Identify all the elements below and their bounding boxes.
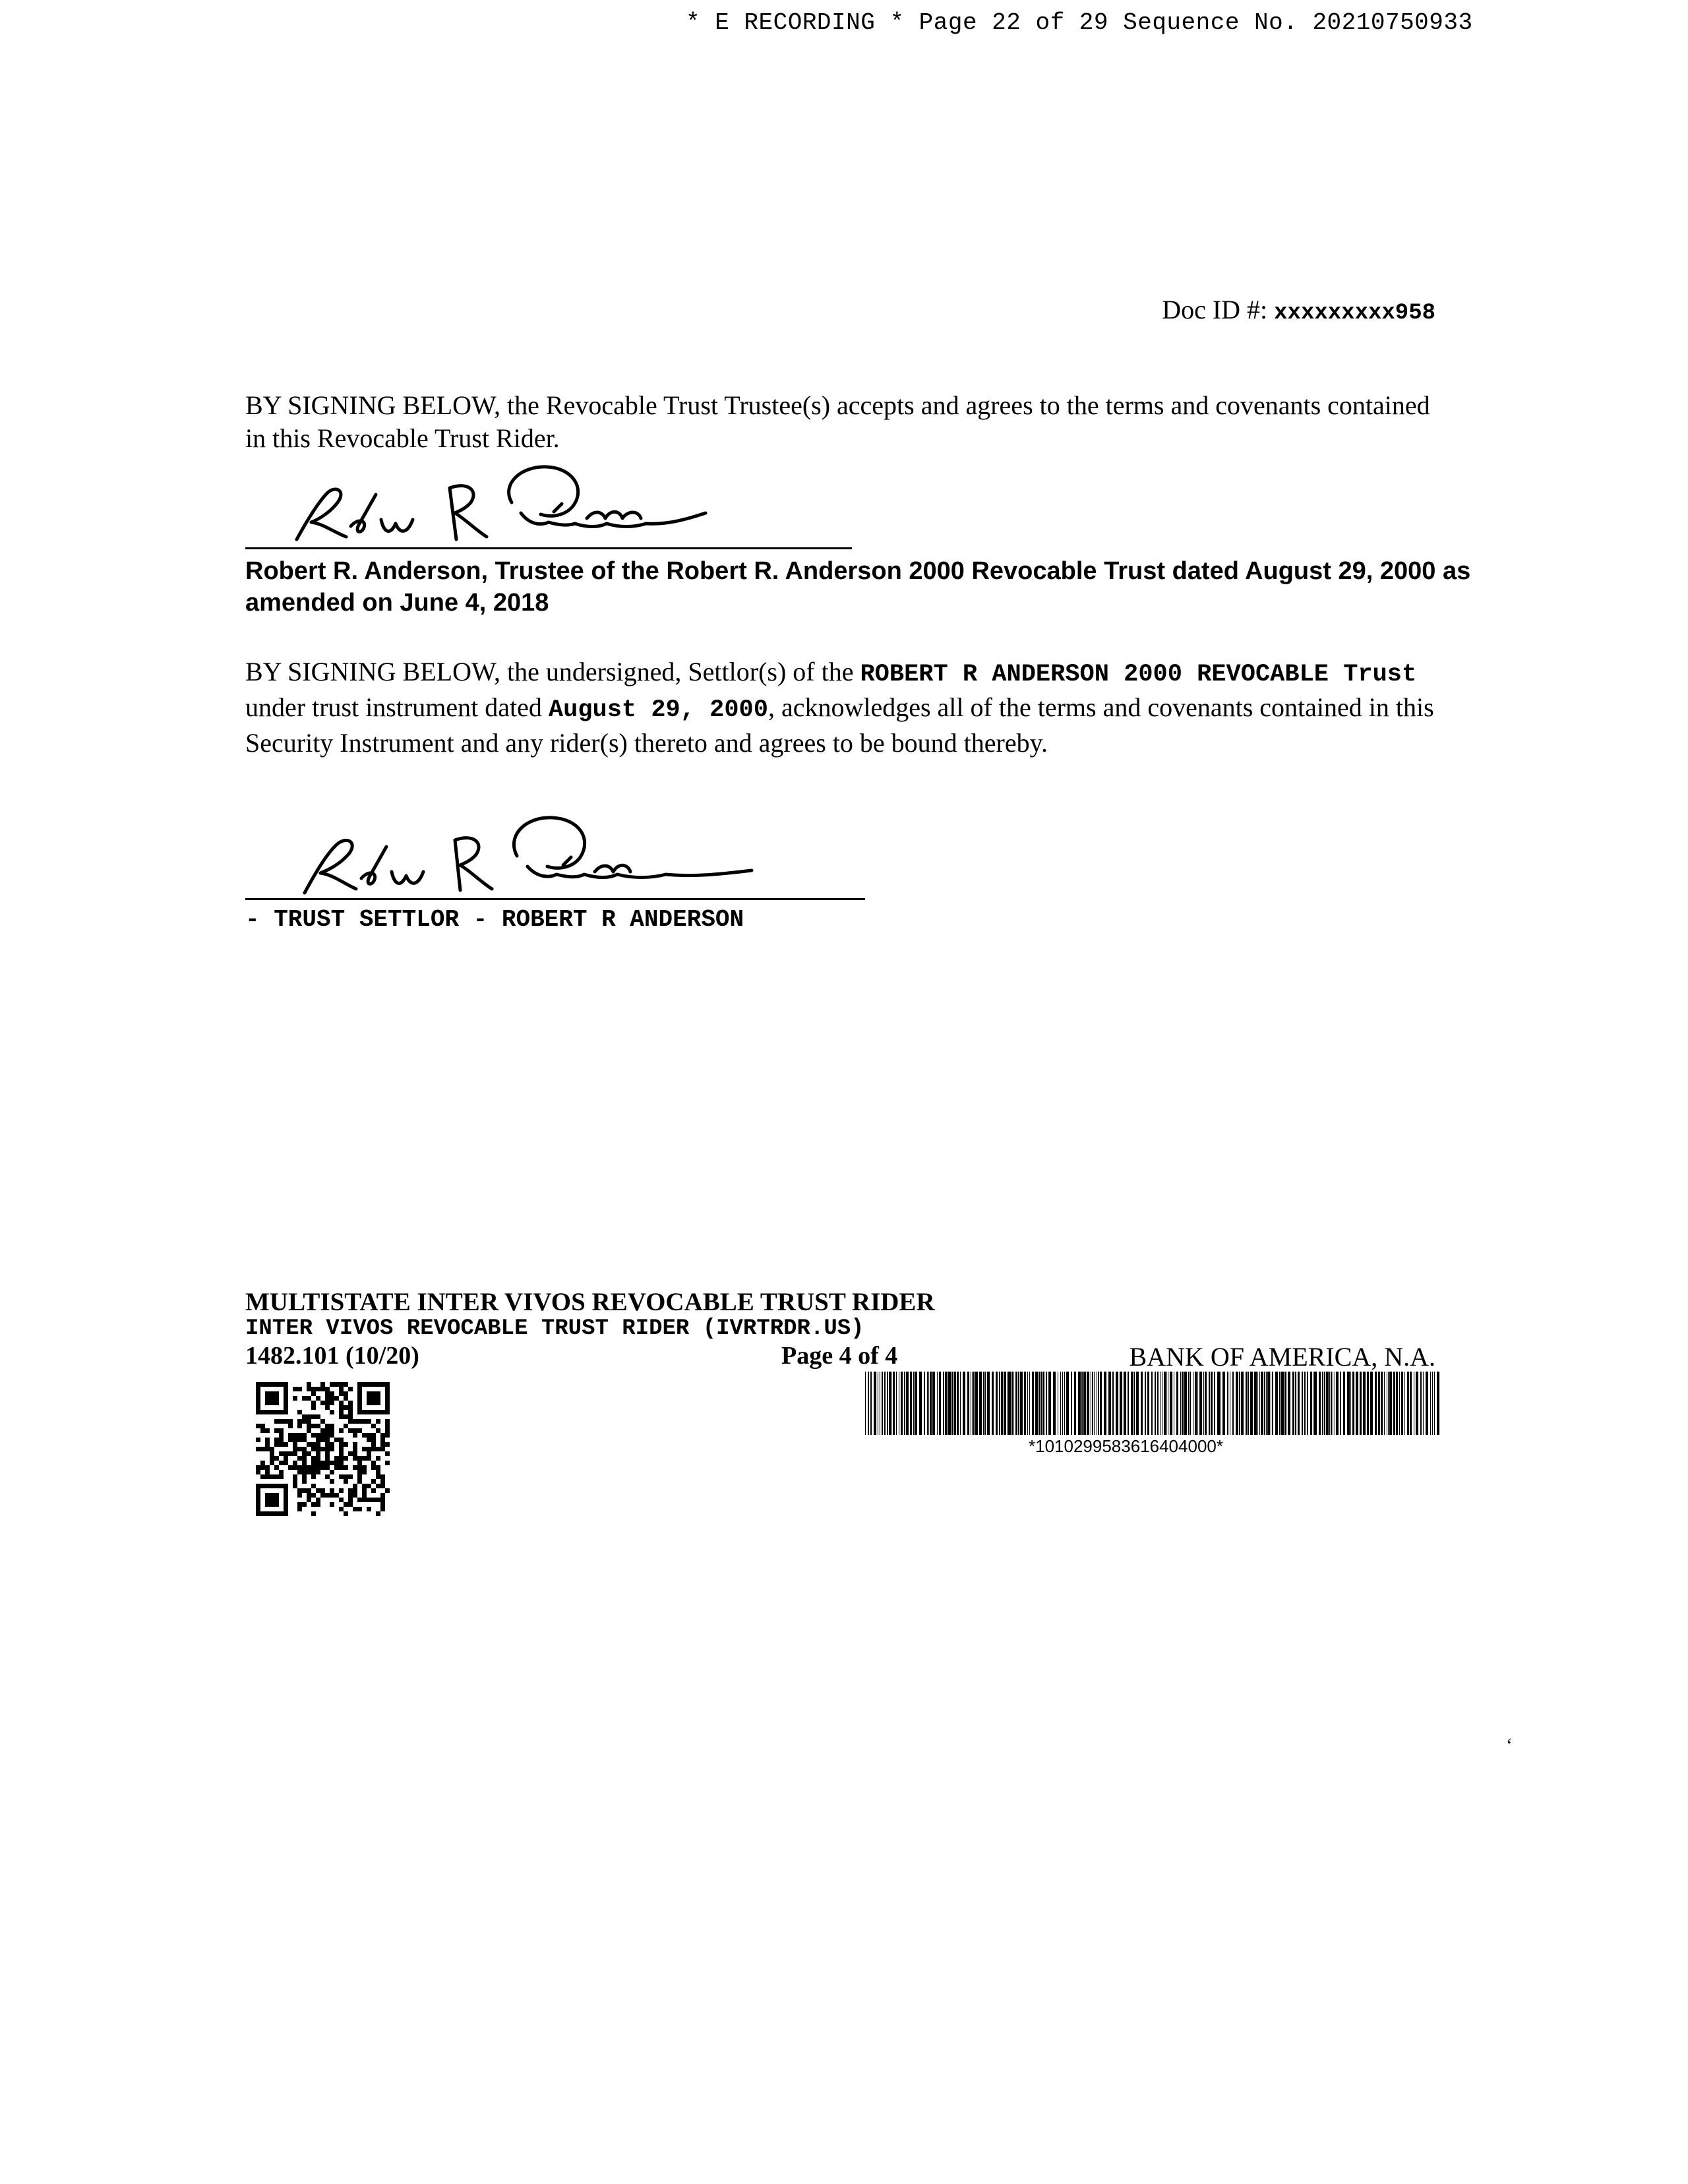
trust-name: ROBERT R ANDERSON 2000 REVOCABLE Trust [860,661,1417,688]
stray-mark: ʻ [1506,1734,1513,1756]
trustee-signature [277,462,778,547]
recording-header: * E RECORDING * Page 22 of 29 Sequence No. 20210750933 [686,9,1473,36]
doc-id [1162,294,1435,326]
settlor-signature-line [245,898,865,900]
doc-id-value: xxxxxxxxx958 [1274,301,1435,326]
settlor-signature [290,810,804,902]
trust-date: August 29, 2000 [548,696,768,724]
form-number: 1482.101 (10/20) [245,1342,419,1370]
settlor-statement-text-2: under trust instrument dated [245,692,549,722]
trustee-signature-line [245,547,852,549]
settlor-signature-caption: - TRUST SETTLOR - ROBERT R ANDERSON [245,906,744,933]
page-number: Page 4 of 4 [781,1342,898,1370]
barcode-icon [865,1372,1440,1435]
settlor-statement-text-1: BY SIGNING BELOW, the undersigned, Settlor(s) of the [245,657,860,686]
form-subtitle: INTER VIVOS REVOCABLE TRUST RIDER (IVRTRDR.US) [245,1316,864,1341]
trustee-statement: BY SIGNING BELOW, the Revocable Trust Trustee(s) accepts and agrees to the terms and covenants contained in this Revocable Trust Rider. [245,390,1430,453]
trustee-signature-caption: Robert R. Anderson, Trustee of the Robert R. Anderson 2000 Revocable Trust dated August 29, 2000 as amended on June 4, 2018 [245,557,1471,617]
barcode-number: *1010299583616404000* [1029,1436,1223,1456]
form-title: MULTISTATE INTER VIVOS REVOCABLE TRUST RIDER [245,1288,935,1316]
settlor-statement [245,655,1437,760]
settlor-statement-text-3: , acknowledges all of the terms and covenants contained in this Security Instrument and any rider(s) thereto and agrees to be bound thereby. [245,692,1434,758]
qr-code-icon [256,1382,390,1517]
doc-id-label: Doc ID #: [1162,295,1268,324]
lender-name: BANK OF AMERICA, N.A. [1129,1342,1435,1372]
